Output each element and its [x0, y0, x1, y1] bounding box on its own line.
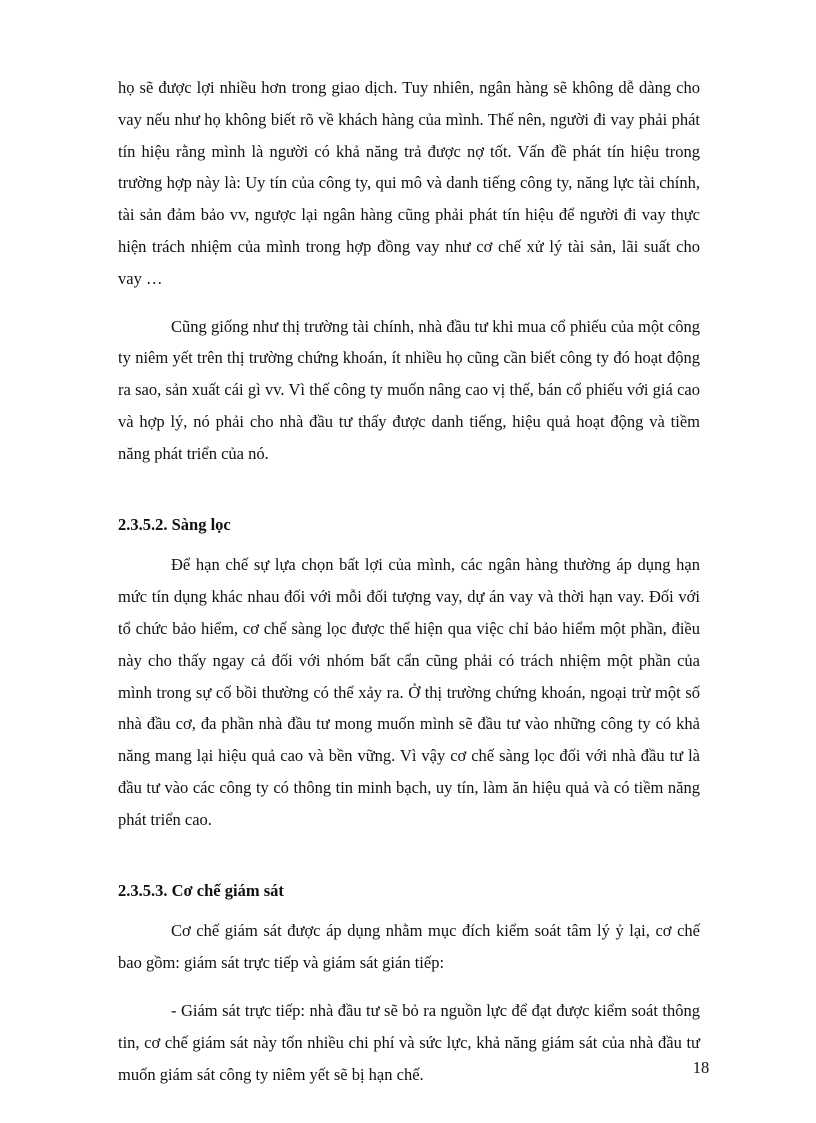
page-number: 18 — [692, 1058, 710, 1077]
paragraph-monitoring: Cơ chế giám sát được áp dụng nhằm mục đích kiểm soát tâm lý ỷ lại, cơ chế bao gồm: giám sát trực tiếp và giám sát gián tiếp: — [118, 921, 700, 973]
page-content — [118, 72, 700, 1090]
list-item-direct-monitoring: - Giám sát trực tiếp: nhà đầu tư sẽ bỏ ra nguồn lực để đạt được kiểm soát thông tin, cơ chế giám sát này tốn nhiều chi phí và sức lực, khả năng giám sát của nhà đầu tư muốn giám sát công ty niêm yết sẽ bị hạn chế. — [118, 1000, 700, 1084]
section-heading-screening: 2.3.5.2. Sàng lọc — [118, 514, 231, 534]
paragraph-signaling-stock-market: Cũng giống như thị trường tài chính, nhà đầu tư khi mua cổ phiếu của một công ty niêm yết trên thị trường chứng khoán, ít nhiều họ cũng cần biết công ty đó hoạt động ra sao, sản xuất cái gì vv. Vì thế công ty muốn nâng cao vị thế, bán cổ phiếu với giá cao và hợp lý, nó phải cho nhà đầu tư thấy được danh tiếng, hiệu quả hoạt động và tiềm năng phát triển của nó. — [118, 316, 700, 463]
paragraph-screening: Để hạn chế sự lựa chọn bất lợi của mình, các ngân hàng thường áp dụng hạn mức tín dụng khác nhau đối với mỗi đối tượng vay, dự án vay và thời hạn vay. Đối với tổ chức bảo hiểm, cơ chế sàng lọc được thể hiện qua việc chỉ bảo hiểm một phần, điều này cho thấy ngay cả đối với nhóm bất cẩn cũng phải có trách nhiệm một phần của mình trong sự cố bồi thường có thể xảy ra. Ở thị trường chứng khoán, ngoại trừ một số nhà đầu cơ, đa phần nhà đầu tư mong muốn mình sẽ đầu tư vào những công ty có khả năng mang lại hiệu quả cao và bền vững. Vì vậy cơ chế sàng lọc đối với nhà đầu tư là đầu tư vào các công ty có thông tin minh bạch, uy tín, làm ăn hiệu quả và có tiềm năng phát triển cao. — [118, 555, 700, 829]
paragraph-signaling-banking: họ sẽ được lợi nhiều hơn trong giao dịch. Tuy nhiên, ngân hàng sẽ không dễ dàng cho vay nếu như họ không biết rõ về khách hàng của mình. Thế nên, người đi vay phải phát tín hiệu rằng mình là người có khả năng trả được nợ tốt. Vấn đề phát tín hiệu trong trường hợp này là: Uy tín của công ty, qui mô và danh tiếng công ty, năng lực tài chính, tài sản đảm bảo vv, ngược lại ngân hàng cũng phải phát tín hiệu để người đi vay thực hiện trách nhiệm của mình trong hợp đồng vay như cơ chế xử lý tài sản, lãi suất cho vay … — [118, 78, 700, 288]
section-heading-monitoring: 2.3.5.3. Cơ chế giám sát — [118, 880, 284, 900]
